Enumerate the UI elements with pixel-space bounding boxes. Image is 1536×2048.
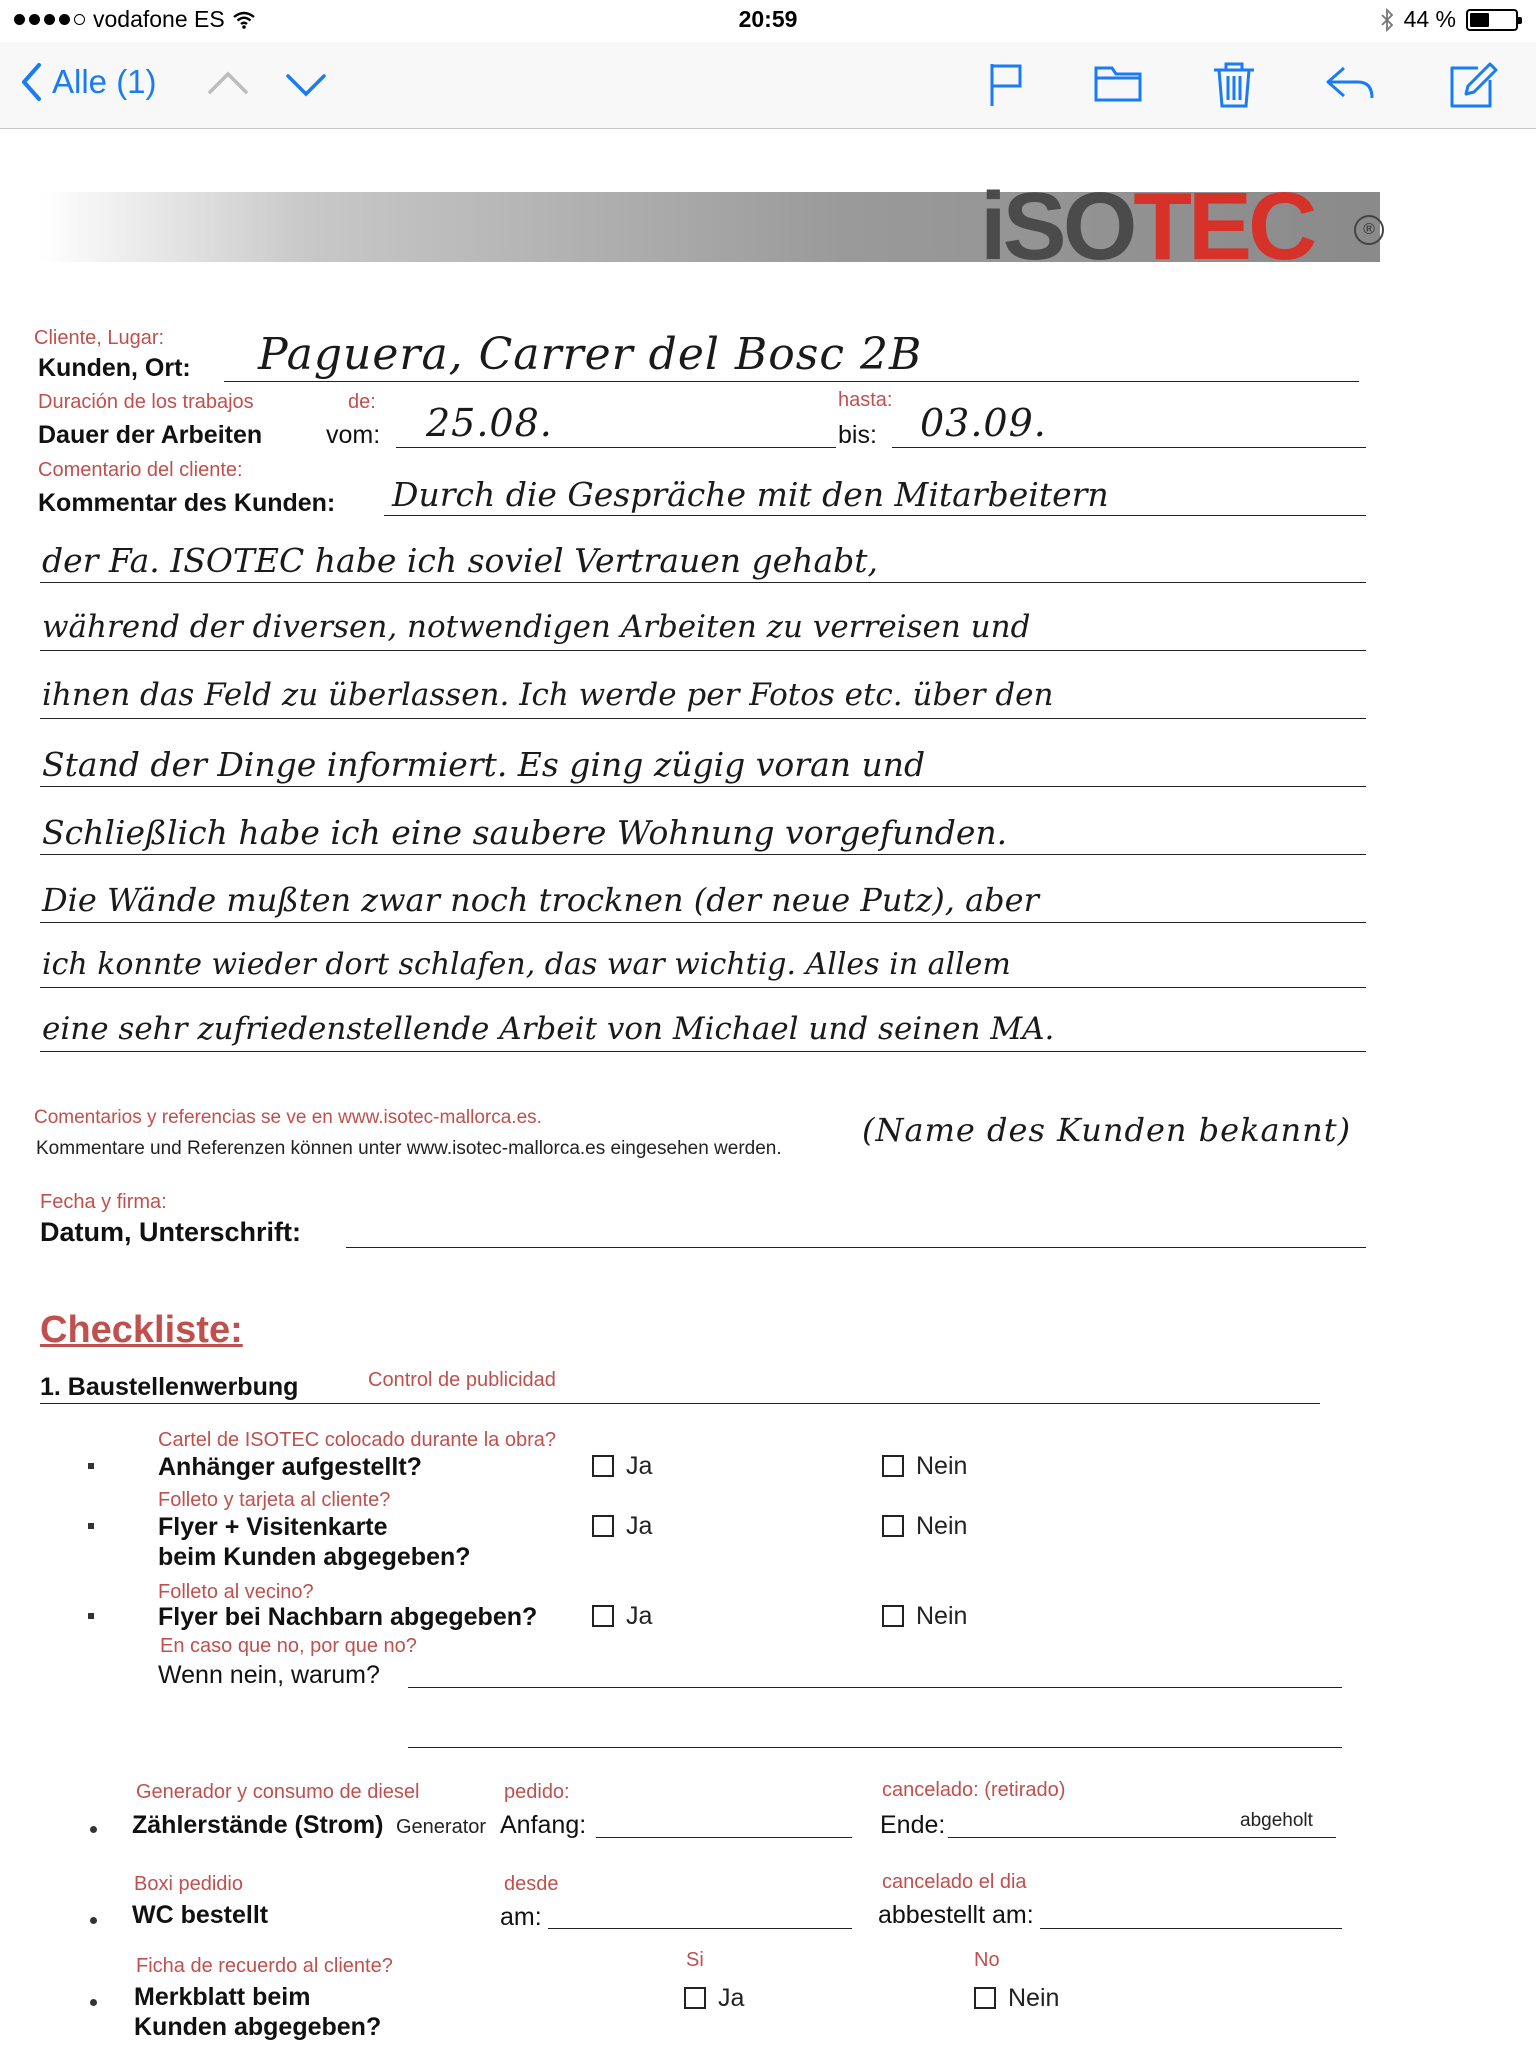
pedido-label-es: pedido: bbox=[504, 1781, 570, 1803]
list-bullet bbox=[90, 1917, 97, 1924]
bis-line bbox=[892, 447, 1366, 448]
hasta-label-es: hasta: bbox=[838, 389, 893, 411]
comment-line: der Fa. ISOTEC habe ich soviel Vertrauen gehabt, bbox=[42, 541, 878, 580]
merkblatt-ja-label: Ja bbox=[718, 1984, 745, 2012]
kommentar-label: Kommentar des Kunden: bbox=[38, 489, 336, 517]
comentario-label-es: Comentario del cliente: bbox=[38, 459, 243, 481]
vom-value: 25.08. bbox=[426, 401, 553, 445]
attachment-document bbox=[0, 129, 1536, 2048]
item3-ja-label: Ja bbox=[626, 1602, 653, 1630]
warum-label-es: En caso que no, por que no? bbox=[160, 1635, 417, 1657]
anfang-line bbox=[596, 1837, 852, 1838]
cancelado-label-es: cancelado: (retirado) bbox=[882, 1779, 1066, 1801]
no-label-es: No bbox=[974, 1949, 1000, 1971]
item1-ja-label: Ja bbox=[626, 1452, 653, 1480]
generator-label-es: Generador y consumo de diesel bbox=[136, 1781, 420, 1803]
compose-icon bbox=[1444, 56, 1500, 112]
section1-rule bbox=[40, 1403, 1320, 1404]
ende-label: Ende: bbox=[880, 1811, 946, 1839]
section1-title-es: Control de publicidad bbox=[368, 1369, 556, 1391]
back-label: Alle (1) bbox=[52, 63, 157, 100]
dauer-label: Dauer der Arbeiten bbox=[38, 421, 263, 449]
mail-toolbar bbox=[0, 42, 1536, 129]
item2-label-2: beim Kunden abgegeben? bbox=[158, 1543, 471, 1571]
wc-label: WC bestellt bbox=[132, 1901, 269, 1929]
battery-icon bbox=[1466, 9, 1518, 31]
vom-line bbox=[396, 447, 836, 448]
checkliste-heading: Checkliste: bbox=[40, 1309, 243, 1351]
status-bar bbox=[0, 0, 1536, 42]
boxi-label-es: Boxi pedidio bbox=[134, 1873, 243, 1895]
abgeholt-label: abgeholt bbox=[1240, 1810, 1313, 1831]
trash-icon bbox=[1206, 56, 1262, 112]
item1-nein-label: Nein bbox=[916, 1452, 968, 1480]
folder-icon bbox=[1090, 56, 1146, 112]
comment-rule bbox=[40, 922, 1366, 923]
datum-label: Datum, Unterschrift: bbox=[40, 1217, 302, 1247]
item2-ja-checkbox[interactable] bbox=[592, 1515, 614, 1537]
kunden-label: Kunden, Ort: bbox=[38, 354, 191, 382]
ende-line bbox=[948, 1837, 1336, 1838]
item3-label: Flyer bei Nachbarn abgegeben? bbox=[158, 1603, 538, 1631]
desde-label-es: desde bbox=[504, 1873, 559, 1895]
clock: 20:59 bbox=[738, 6, 798, 32]
item1-nein-checkbox[interactable] bbox=[882, 1455, 904, 1477]
item2-nein-label: Nein bbox=[916, 1512, 968, 1540]
isotec-logo: iSO TEC bbox=[980, 173, 1314, 280]
item2-ja-label: Ja bbox=[626, 1512, 653, 1540]
comment-line: ich konnte wieder dort schlafen, das war wichtig. Alles in allem bbox=[42, 947, 1011, 982]
item3-nein-label: Nein bbox=[916, 1602, 968, 1630]
comment-rule bbox=[40, 786, 1366, 787]
bis-value: 03.09. bbox=[920, 401, 1047, 445]
ficha-label-es: Ficha de recuerdo al cliente? bbox=[136, 1955, 393, 1977]
previous-message-button[interactable] bbox=[200, 56, 256, 112]
registered-mark: ® bbox=[1354, 215, 1384, 245]
referenzen-label: Kommentare und Referenzen können unter www.isotec-mallorca.es eingesehen werden. bbox=[36, 1138, 782, 1159]
generator-label: Generator bbox=[396, 1816, 487, 1838]
chevron-left-icon bbox=[20, 62, 42, 102]
am-line bbox=[548, 1928, 852, 1929]
comment-line: eine sehr zufriedenstellende Arbeit von Michael und seinen MA. bbox=[42, 1011, 1055, 1047]
merkblatt-label: Merkblatt beim bbox=[134, 1983, 311, 2011]
comment-rule bbox=[40, 718, 1366, 719]
back-button[interactable] bbox=[20, 62, 157, 102]
merkblatt-nein-checkbox[interactable] bbox=[974, 1987, 996, 2009]
abbestellt-label: abbestellt am: bbox=[878, 1901, 1034, 1929]
reply-icon bbox=[1322, 56, 1378, 112]
item2-label: Flyer + Visitenkarte bbox=[158, 1513, 388, 1541]
comment-line: ihnen das Feld zu überlassen. Ich werde per Fotos etc. über den bbox=[42, 677, 1054, 713]
list-bullet bbox=[88, 1523, 94, 1529]
customer-name-note: (Name des Kunden bekannt) bbox=[862, 1111, 1352, 1149]
warum-line-2 bbox=[408, 1747, 1342, 1748]
item1-label: Anhänger aufgestellt? bbox=[158, 1453, 422, 1481]
merkblatt-label-2: Kunden abgegeben? bbox=[134, 2013, 382, 2041]
list-bullet bbox=[90, 1999, 97, 2006]
comment-rule bbox=[40, 650, 1366, 651]
flag-icon bbox=[978, 56, 1034, 112]
item3-ja-checkbox[interactable] bbox=[592, 1605, 614, 1627]
comment-rule bbox=[40, 987, 1366, 988]
abbestellt-line bbox=[1040, 1928, 1342, 1929]
de-label-es: de: bbox=[348, 391, 376, 413]
next-message-button[interactable] bbox=[278, 56, 334, 112]
battery-percent: 44 % bbox=[1403, 6, 1456, 32]
duracion-label-es: Duración de los trabajos bbox=[38, 391, 254, 413]
delete-button[interactable] bbox=[1206, 56, 1262, 112]
comment-rule bbox=[40, 582, 1366, 583]
comment-line: Die Wände mußten zwar noch trocknen (der neue Putz), aber bbox=[42, 881, 1039, 919]
bluetooth-icon bbox=[1380, 8, 1394, 32]
comment-rule bbox=[40, 1051, 1366, 1052]
merkblatt-ja-checkbox[interactable] bbox=[684, 1987, 706, 2009]
item3-label-es: Folleto al vecino? bbox=[158, 1581, 314, 1603]
merkblatt-nein-label: Nein bbox=[1008, 1984, 1060, 2012]
chevron-down-icon bbox=[278, 56, 334, 112]
comment-line: während der diversen, notwendigen Arbeiten zu verreisen und bbox=[42, 609, 1031, 645]
comment-rule bbox=[40, 854, 1366, 855]
zaehler-label: Zählerstände (Strom) bbox=[132, 1811, 384, 1839]
section1-title: 1. Baustellenwerbung bbox=[40, 1373, 299, 1401]
kunden-line bbox=[224, 381, 1359, 382]
fecha-label-es: Fecha y firma: bbox=[40, 1191, 167, 1213]
comment-rule bbox=[384, 515, 1366, 516]
item2-label-es: Folleto y tarjeta al cliente? bbox=[158, 1489, 391, 1511]
referencias-label-es: Comentarios y referencias se ve en www.isotec-mallorca.es. bbox=[34, 1107, 542, 1128]
comment-line: Schließlich habe ich eine saubere Wohnung vorgefunden. bbox=[42, 813, 1008, 852]
bis-label: bis: bbox=[838, 421, 877, 449]
warum-line bbox=[408, 1687, 1342, 1688]
si-label-es: Si bbox=[686, 1949, 704, 1971]
move-folder-button[interactable] bbox=[1090, 56, 1146, 112]
comment-line: Stand der Dinge informiert. Es ging zügig voran und bbox=[42, 745, 926, 784]
kunden-value: Paguera, Carrer del Bosc 2B bbox=[258, 329, 923, 380]
list-bullet bbox=[88, 1463, 94, 1469]
item1-ja-checkbox[interactable] bbox=[592, 1455, 614, 1477]
am-label: am: bbox=[500, 1903, 542, 1931]
item1-label-es: Cartel de ISOTEC colocado durante la obra? bbox=[158, 1429, 556, 1451]
comment-line: Durch die Gespräche mit den Mitarbeitern bbox=[392, 475, 1109, 514]
item3-nein-checkbox[interactable] bbox=[882, 1605, 904, 1627]
anfang-label: Anfang: bbox=[500, 1811, 587, 1839]
item2-nein-checkbox[interactable] bbox=[882, 1515, 904, 1537]
signature-line bbox=[346, 1247, 1366, 1248]
list-bullet bbox=[88, 1613, 94, 1619]
vom-label: vom: bbox=[326, 421, 381, 449]
chevron-up-icon bbox=[200, 56, 256, 112]
warum-label: Wenn nein, warum? bbox=[158, 1661, 380, 1689]
compose-button[interactable] bbox=[1444, 56, 1500, 112]
flag-button[interactable] bbox=[978, 56, 1034, 112]
cliente-label-es: Cliente, Lugar: bbox=[34, 327, 165, 349]
list-bullet bbox=[90, 1826, 97, 1833]
cancelado-dia-label-es: cancelado el dia bbox=[882, 1871, 1027, 1893]
carrier-name: vodafone ES bbox=[93, 6, 225, 32]
reply-button[interactable] bbox=[1322, 56, 1378, 112]
